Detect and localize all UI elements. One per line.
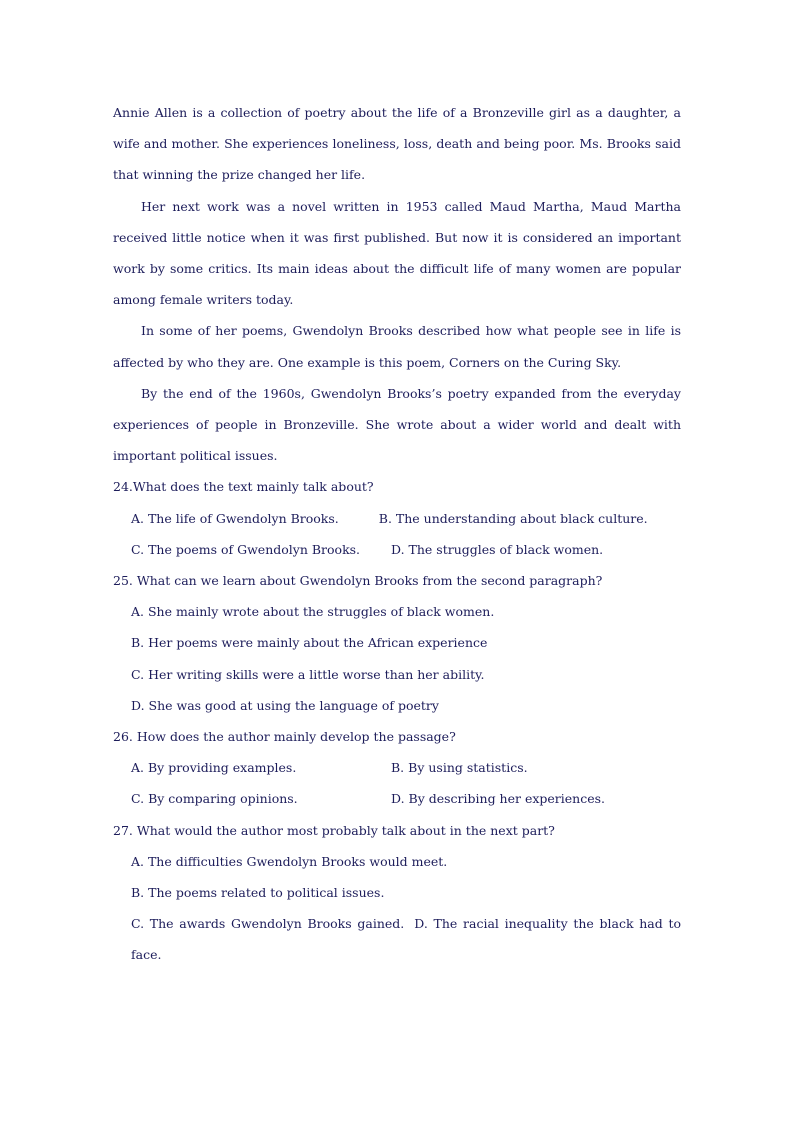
question-26-option-d: D. By describing her experiences. [391, 791, 606, 807]
paragraph-1: Annie Allen is a collection of poetry about the life of a Bronzeville girl as a daughter, a wife and mother. She experiences loneliness, loss, death and being poor. Ms. Brooks said that winning the prize changed her life. [113, 105, 681, 183]
question-24-option-b: B. The understanding about black culture. [378, 510, 648, 526]
question-24-options-ab [113, 503, 681, 534]
question-27-options-cd [113, 908, 681, 970]
question-26-stem: 26. How does the author mainly develop the passage? [113, 729, 456, 745]
question-25-option-d: D. She was good at using the language of poetry [131, 697, 439, 713]
question-24-stem: 24.What does the text mainly talk about? [113, 479, 374, 495]
question-27-option-c: C. The awards Gwendolyn Brooks gained. [131, 916, 405, 932]
document-page [113, 97, 681, 971]
question-25-option-c: C. Her writing skills were a little worse than her ability. [131, 666, 485, 682]
question-27-option-d: D. The racial inequality the black had to face. [131, 916, 682, 963]
question-27-option-a: A. The difficulties Gwendolyn Brooks would meet. [131, 853, 448, 869]
question-27-stem: 27. What would the author most probably talk about in the next part? [113, 822, 555, 838]
question-25-stem: 25. What can we learn about Gwendolyn Brooks from the second paragraph? [113, 573, 603, 589]
question-24-option-d: D. The struggles of black women. [391, 541, 604, 557]
paragraph-3: In some of her poems, Gwendolyn Brooks described how what people see in life is affected by who they are. One example is this poem, Corners on the Curing Sky. [113, 323, 681, 370]
question-25-option-b: B. Her poems were mainly about the African experience [131, 635, 488, 651]
question-26-options-ab [113, 752, 681, 783]
question-24-option-c: C. The poems of Gwendolyn Brooks. [131, 541, 361, 557]
question-26-options-cd [113, 783, 681, 814]
question-24-options-cd [113, 534, 681, 565]
paragraph-4: By the end of the 1960s, Gwendolyn Brooks’s poetry expanded from the everyday experiences of people in Bronzeville. She wrote about a wider world and dealt with important political issues. [113, 385, 681, 464]
question-27-option-b: B. The poems related to political issues. [131, 885, 385, 901]
paragraph-2: Her next work was a novel written in 1953 called Maud Martha, Maud Martha received little notice when it was first published. But now it is considered an important work by some critics. Its main ideas about the difficult life of many women are popular among female writers today. [113, 198, 681, 308]
question-26-option-a: A. By providing examples. [131, 760, 297, 776]
question-24-option-a: A. The life of Gwendolyn Brooks. [131, 510, 339, 526]
question-25-option-a: A. She mainly wrote about the struggles of black women. [131, 604, 495, 620]
question-26-option-b: B. By using statistics. [391, 760, 528, 776]
question-26-option-c: C. By comparing opinions. [131, 791, 298, 807]
